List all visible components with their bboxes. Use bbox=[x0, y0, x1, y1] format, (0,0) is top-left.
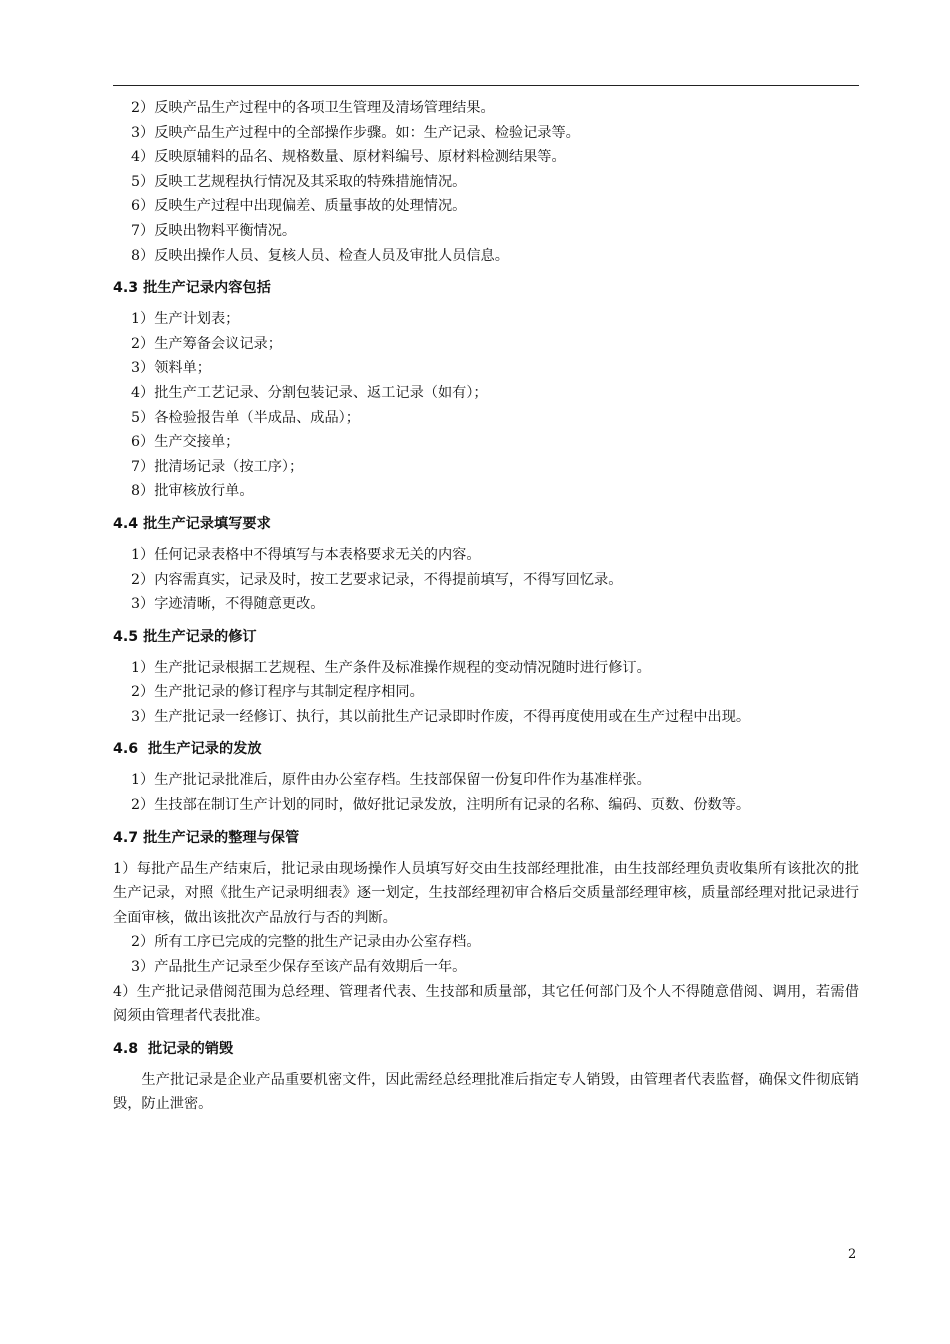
section-4-4 bbox=[113, 512, 859, 536]
list-item: 2）生产批记录的修订程序与其制定程序相同。 bbox=[131, 684, 424, 701]
section-4-8 bbox=[113, 1037, 859, 1061]
section-4-6 bbox=[113, 737, 859, 761]
list-item: 6）生产交接单； bbox=[131, 434, 240, 451]
section-heading: 4.5 批生产记录的修订 bbox=[113, 628, 257, 645]
list-item: 2）所有工序已完成的完整的批生产记录由办公室存档。 bbox=[131, 934, 481, 951]
list-item: 3）领料单； bbox=[131, 360, 211, 377]
header-rule bbox=[113, 85, 859, 86]
section-heading: 4.6 批生产记录的发放 bbox=[113, 741, 262, 758]
list-item: 1）生产计划表； bbox=[131, 311, 240, 328]
list-item: 2）内容需真实，记录及时，按工艺要求记录，不得提前填写，不得写回忆录。 bbox=[131, 571, 623, 588]
list-item: 7）批清场记录（按工序）； bbox=[131, 458, 304, 475]
section-heading: 4.8 批记录的销毁 bbox=[113, 1040, 234, 1057]
list-item: 8）批审核放行单。 bbox=[131, 483, 254, 500]
list-item: 3）字迹清晰，不得随意更改。 bbox=[131, 596, 325, 613]
section-4-5 bbox=[113, 625, 859, 649]
list-item: 2）反映产品生产过程中的各项卫生管理及清场管理结果。 bbox=[131, 100, 495, 116]
list-item: 3）产品批生产记录至少保存至该产品有效期后一年。 bbox=[131, 959, 467, 976]
list-item: 6）反映生产过程中出现偏差、质量事故的处理情况。 bbox=[131, 198, 467, 215]
section-heading: 4.4 批生产记录填写要求 bbox=[113, 515, 271, 532]
section-4-7 bbox=[113, 826, 859, 850]
section-4-4-list bbox=[113, 543, 859, 617]
section-4-7-list bbox=[113, 857, 859, 1029]
list-item: 3）生产批记录一经修订、执行，其以前批生产记录即时作废，不得再度使用或在生产过程中出现。 bbox=[131, 708, 751, 725]
list-item: 1）生产批记录根据工艺规程、生产条件及标准操作规程的变动情况随时进行修订。 bbox=[131, 659, 651, 676]
list-item: 7）反映出物料平衡情况。 bbox=[131, 222, 297, 239]
list-item: 8）反映出操作人员、复核人员、检查人员及审批人员信息。 bbox=[131, 247, 509, 264]
list-item: 5）各检验报告单（半成品、成品）； bbox=[131, 409, 360, 426]
document-body bbox=[113, 96, 859, 1117]
list-item: 2）生产筹备会议记录； bbox=[131, 335, 282, 352]
list-item: 1）生产批记录批准后，原件由办公室存档。生技部保留一份复印件作为基准样张。 bbox=[131, 772, 651, 789]
list-item: 3）反映产品生产过程中的全部操作步骤。如：生产记录、检验记录等。 bbox=[131, 124, 580, 141]
continued-list bbox=[113, 96, 859, 268]
section-4-5-list bbox=[113, 656, 859, 730]
section-heading: 4.3 批生产记录内容包括 bbox=[113, 280, 271, 297]
section-heading: 4.7 批生产记录的整理与保管 bbox=[113, 829, 300, 846]
list-item: 5）反映工艺规程执行情况及其采取的特殊措施情况。 bbox=[131, 173, 467, 190]
section-4-6-list bbox=[113, 768, 859, 817]
section-4-3 bbox=[113, 276, 859, 300]
section-paragraph: 生产批记录是企业产品重要机密文件，因此需经总经理批准后指定专人销毁，由管理者代表监督，确保文件彻底销毁，防止泄密。 bbox=[113, 1071, 859, 1113]
list-item: 1）每批产品生产结束后，批记录由现场操作人员填写好交由生技部经理批准，由生技部经理负责收集所有该批次的批生产记录，对照《批生产记录明细表》逐一划定，生技部经理初审合格后交质量部经理审核，质量部经理对批记录进行全面审核，做出该批次产品放行与否的判断。 bbox=[113, 860, 859, 926]
list-item: 4）反映原辅料的品名、规格数量、原材料编号、原材料检测结果等。 bbox=[131, 149, 566, 166]
list-item: 4）生产批记录借阅范围为总经理、管理者代表、生技部和质量部，其它任何部门及个人不得随意借阅、调用，若需借阅须由管理者代表批准。 bbox=[113, 983, 859, 1025]
list-item: 2）生技部在制订生产计划的同时，做好批记录发放，注明所有记录的名称、编码、页数、份数等。 bbox=[131, 797, 751, 814]
list-item: 1）任何记录表格中不得填写与本表格要求无关的内容。 bbox=[131, 546, 481, 563]
list-item: 4）批生产工艺记录、分割包装记录、返工记录（如有）； bbox=[131, 384, 488, 401]
page-number: 2 bbox=[848, 1247, 857, 1262]
section-4-3-list bbox=[113, 307, 859, 504]
